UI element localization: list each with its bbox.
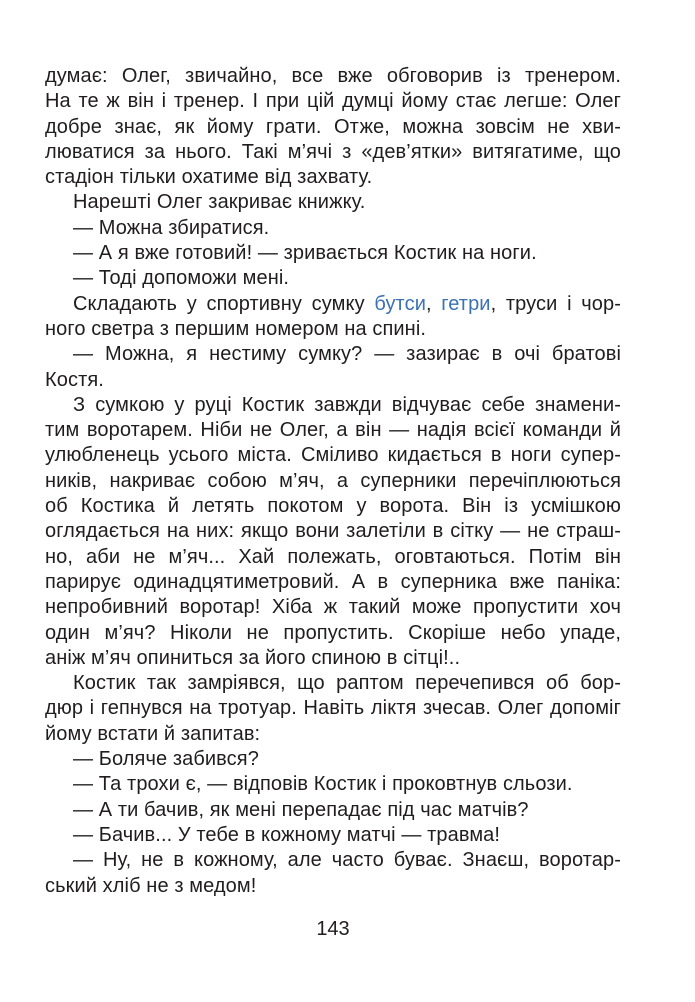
- text-line: [45, 292, 621, 317]
- text-line: [45, 747, 621, 772]
- text-line: [45, 393, 621, 418]
- text-run: Костик так замріявся, що раптом перечепився об бор-: [73, 672, 621, 695]
- text-run: — Та трохи є, — відповів Костик і проковтнув сльози.: [73, 773, 573, 796]
- text-run: оглядається на них: якщо вони залетіли в сітку — не страш-: [45, 520, 621, 543]
- text-run: — А я вже готовий! — зривається Костик на ноги.: [73, 242, 537, 265]
- text-run: ників, накриває собою м’яч, а суперники перечіплюються: [45, 469, 621, 492]
- story-text-block: [45, 64, 621, 899]
- text-line: [45, 443, 621, 468]
- text-line: [45, 570, 621, 595]
- text-run: Нарешті Олег закриває книжку.: [73, 191, 366, 214]
- text-line: [45, 342, 621, 367]
- text-line: [45, 368, 621, 393]
- text-run: З сумкою у руці Костик завжди відчуває себе знамени-: [73, 393, 621, 416]
- text-line: [45, 798, 621, 823]
- text-run: улюбленець усього міста. Сміливо кидається в ноги супер-: [45, 444, 621, 467]
- text-line: [45, 241, 621, 266]
- text-run: тим воротарем. Ніби не Олег, а він — надія всієї команди й: [45, 419, 621, 442]
- text-run: ,: [425, 292, 442, 315]
- text-line: [45, 494, 621, 519]
- text-line: [45, 317, 621, 342]
- text-line: [45, 469, 621, 494]
- text-run: но, аби не м’яч... Хай полежать, оговтаються. Потім він: [45, 545, 621, 568]
- text-run: ного светра з першим номером на спині.: [45, 317, 427, 340]
- text-line: [45, 519, 621, 544]
- text-line: [45, 115, 621, 140]
- text-run: парирує одинадцятиметровий. А в суперника вже паніка:: [45, 570, 621, 593]
- text-run: об Костика й летять покотом у ворота. Він із усмішкою: [45, 495, 621, 518]
- text-line: [45, 545, 621, 570]
- text-run: непробивний воротар! Хіба ж такий може пропустити хоч: [45, 596, 621, 619]
- text-line: [45, 190, 621, 215]
- vocabulary-link[interactable]: бутси: [374, 292, 426, 315]
- text-run: ський хліб не з медом!: [45, 874, 257, 897]
- text-line: [45, 823, 621, 848]
- text-run: , труси і чор-: [490, 292, 621, 315]
- text-line: [45, 848, 621, 873]
- text-line: [45, 772, 621, 797]
- text-run: — Ну, не в кожному, але часто буває. Знаєш, воротар-: [73, 849, 621, 872]
- text-line: [45, 418, 621, 443]
- text-line: [45, 671, 621, 696]
- page-number: 143: [316, 918, 350, 940]
- text-line: [45, 64, 621, 89]
- text-line: [45, 216, 621, 241]
- text-run: — Можна, я нестиму сумку? — зазирає в очі братові: [73, 343, 621, 366]
- text-run: думає: Олег, звичайно, все вже обговорив із тренером.: [45, 65, 621, 87]
- text-run: йому встати й запитав:: [45, 722, 261, 745]
- text-run: — Боляче забився?: [73, 748, 259, 771]
- vocabulary-link[interactable]: гетри: [441, 292, 491, 315]
- text-line: [45, 165, 621, 190]
- text-run: добре знає, як йому грати. Отже, можна зовсім не хви-: [45, 115, 621, 138]
- text-run: аніж м’яч опиниться за його спиною в сітці!..: [45, 646, 461, 669]
- text-run: — Можна збиратися.: [73, 216, 270, 239]
- text-run: Складають у спортивну сумку: [73, 292, 375, 315]
- text-line: [45, 140, 621, 165]
- text-run: дюр і гепнувся на тротуар. Навіть ліктя зчесав. Олег допоміг: [45, 697, 621, 720]
- text-line: [45, 595, 621, 620]
- text-line: [45, 646, 621, 671]
- text-line: [45, 722, 621, 747]
- text-run: — Бачив... У тебе в кожному матчі — травма!: [73, 823, 501, 846]
- text-line: [45, 266, 621, 291]
- text-run: один м’яч? Ніколи не пропустить. Скоріше небо упаде,: [45, 621, 621, 644]
- text-line: [45, 621, 621, 646]
- text-run: — А ти бачив, як мені перепадає під час матчів?: [73, 798, 529, 821]
- text-run: люватися за нього. Такі м’ячі з «дев’ятки» витягатиме, що: [45, 140, 621, 163]
- text-line: [45, 874, 621, 899]
- text-line: [45, 696, 621, 721]
- text-run: стадіон тільки охатиме від захвату.: [45, 166, 373, 189]
- text-run: Костя.: [45, 368, 104, 391]
- text-line: [45, 89, 621, 114]
- text-run: На те ж він і тренер. І при цій думці йому стає легше: Олег: [45, 90, 621, 113]
- text-run: — Тоді допоможи мені.: [73, 267, 290, 290]
